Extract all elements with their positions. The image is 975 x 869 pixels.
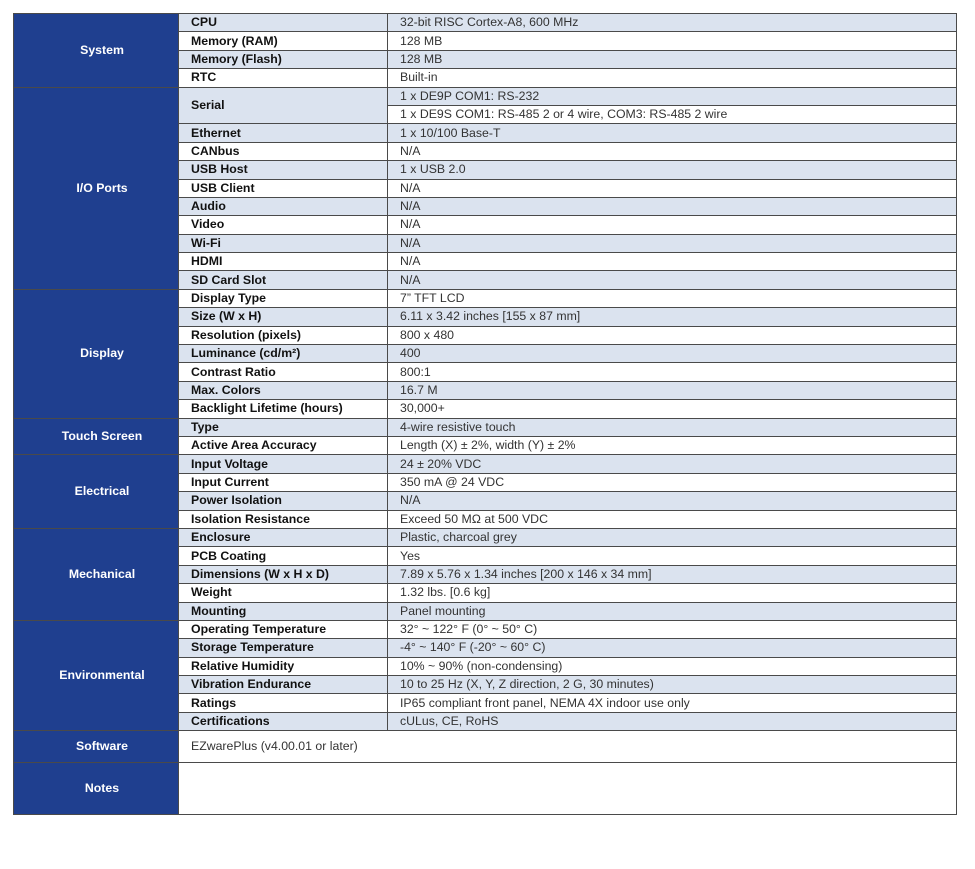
spec-value: N/A [388, 216, 957, 234]
category-system: System [14, 14, 179, 88]
category-touch-screen: Touch Screen [14, 418, 179, 455]
spec-value: N/A [388, 253, 957, 271]
spec-row [14, 418, 957, 436]
spec-value: 128 MB [388, 50, 957, 68]
spec-value: 32° ~ 122° F (0° ~ 50° C) [388, 620, 957, 638]
spec-value: 350 mA @ 24 VDC [388, 473, 957, 491]
spec-value: -4° ~ 140° F (-20° ~ 60° C) [388, 639, 957, 657]
spec-value: Panel mounting [388, 602, 957, 620]
spec-row [14, 289, 957, 307]
category-environmental: Environmental [14, 620, 179, 730]
spec-value: 4-wire resistive touch [388, 418, 957, 436]
spec-value: N/A [388, 492, 957, 510]
spec-value: Exceed 50 MΩ at 500 VDC [388, 510, 957, 528]
spec-value: IP65 compliant front panel, NEMA 4X indoor use only [388, 694, 957, 712]
spec-label-serial: Serial [179, 87, 388, 124]
spec-value: 1 x DE9P COM1: RS-232 [388, 87, 957, 105]
spec-value: 800 x 480 [388, 326, 957, 344]
spec-label-enclosure: Enclosure [179, 528, 388, 546]
spec-value: 30,000+ [388, 400, 957, 418]
spec-value: N/A [388, 197, 957, 215]
spec-value: Plastic, charcoal grey [388, 528, 957, 546]
notes-value [179, 763, 957, 815]
spec-label-max-colors: Max. Colors [179, 381, 388, 399]
spec-label-active-area-accuracy: Active Area Accuracy [179, 436, 388, 454]
spec-label-relative-humidity: Relative Humidity [179, 657, 388, 675]
spec-value: Length (X) ± 2%, width (Y) ± 2% [388, 436, 957, 454]
category-notes: Notes [14, 763, 179, 815]
spec-value: 7.89 x 5.76 x 1.34 inches [200 x 146 x 34 mm] [388, 565, 957, 583]
spec-value: 10% ~ 90% (non-condensing) [388, 657, 957, 675]
spec-label-storage-temperature: Storage Temperature [179, 639, 388, 657]
spec-value: 400 [388, 345, 957, 363]
spec-value: 6.11 x 3.42 inches [155 x 87 mm] [388, 308, 957, 326]
spec-row [14, 14, 957, 32]
spec-value: 10 to 25 Hz (X, Y, Z direction, 2 G, 30 minutes) [388, 676, 957, 694]
spec-row [14, 620, 957, 638]
spec-value: 7” TFT LCD [388, 289, 957, 307]
spec-label-memory-flash: Memory (Flash) [179, 50, 388, 68]
spec-label-type: Type [179, 418, 388, 436]
spec-label-vibration-endurance: Vibration Endurance [179, 676, 388, 694]
spec-value: Built-in [388, 69, 957, 87]
spec-label-memory-ram: Memory (RAM) [179, 32, 388, 50]
spec-label-contrast-ratio: Contrast Ratio [179, 363, 388, 381]
spec-row [14, 528, 957, 546]
spec-value: 1 x 10/100 Base-T [388, 124, 957, 142]
spec-value: 128 MB [388, 32, 957, 50]
spec-label-ethernet: Ethernet [179, 124, 388, 142]
spec-row [14, 87, 957, 105]
spec-label-audio: Audio [179, 197, 388, 215]
spec-value: 1 x USB 2.0 [388, 161, 957, 179]
spec-value: 32-bit RISC Cortex-A8, 600 MHz [388, 14, 957, 32]
spec-label-backlight-lifetime-hours: Backlight Lifetime (hours) [179, 400, 388, 418]
category-display: Display [14, 289, 179, 418]
spec-label-input-current: Input Current [179, 473, 388, 491]
spec-value: N/A [388, 271, 957, 289]
spec-value: 16.7 M [388, 381, 957, 399]
spec-value: 1.32 lbs. [0.6 kg] [388, 584, 957, 602]
spec-label-weight: Weight [179, 584, 388, 602]
software-value: EZwarePlus (v4.00.01 or later) [179, 731, 957, 763]
spec-label-sd-card-slot: SD Card Slot [179, 271, 388, 289]
spec-label-display-type: Display Type [179, 289, 388, 307]
spec-label-cpu: CPU [179, 14, 388, 32]
spec-label-mounting: Mounting [179, 602, 388, 620]
software-row [14, 731, 957, 763]
spec-label-canbus: CANbus [179, 142, 388, 160]
spec-value: cULus, CE, RoHS [388, 712, 957, 730]
spec-value: 800:1 [388, 363, 957, 381]
spec-value: Yes [388, 547, 957, 565]
spec-label-usb-client: USB Client [179, 179, 388, 197]
spec-label-resolution-pixels: Resolution (pixels) [179, 326, 388, 344]
spec-label-size-w-x-h: Size (W x H) [179, 308, 388, 326]
spec-value: N/A [388, 179, 957, 197]
spec-label-usb-host: USB Host [179, 161, 388, 179]
spec-label-hdmi: HDMI [179, 253, 388, 271]
spec-value: 1 x DE9S COM1: RS-485 2 or 4 wire, COM3: RS-485 2 wire [388, 105, 957, 123]
spec-label-operating-temperature: Operating Temperature [179, 620, 388, 638]
spec-table-body [14, 14, 957, 815]
spec-label-luminance-cd-m: Luminance (cd/m²) [179, 345, 388, 363]
spec-table [13, 13, 957, 815]
spec-label-power-isolation: Power Isolation [179, 492, 388, 510]
spec-label-dimensions-w-x-h-x-d: Dimensions (W x H x D) [179, 565, 388, 583]
spec-value: 24 ± 20% VDC [388, 455, 957, 473]
category-software: Software [14, 731, 179, 763]
spec-label-ratings: Ratings [179, 694, 388, 712]
spec-label-input-voltage: Input Voltage [179, 455, 388, 473]
category-mechanical: Mechanical [14, 528, 179, 620]
spec-label-wi-fi: Wi-Fi [179, 234, 388, 252]
category-i-o-ports: I/O Ports [14, 87, 179, 289]
spec-label-video: Video [179, 216, 388, 234]
spec-value: N/A [388, 234, 957, 252]
spec-label-certifications: Certifications [179, 712, 388, 730]
category-electrical: Electrical [14, 455, 179, 529]
spec-label-pcb-coating: PCB Coating [179, 547, 388, 565]
spec-label-rtc: RTC [179, 69, 388, 87]
spec-row [14, 455, 957, 473]
spec-value: N/A [388, 142, 957, 160]
spec-label-isolation-resistance: Isolation Resistance [179, 510, 388, 528]
notes-row [14, 763, 957, 815]
